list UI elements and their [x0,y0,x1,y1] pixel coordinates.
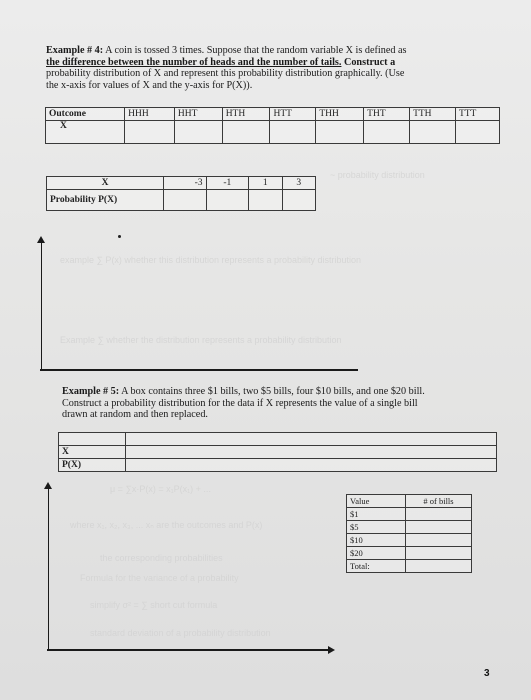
example4-line2-underlined: the difference between the number of heads and the number of tails. [46,56,342,68]
example4-line1: A coin is tossed 3 times. Suppose that the random variable X is defined as [105,45,407,56]
bleed-through-text: the corresponding probabilities [100,553,223,563]
value-cell: $20 [347,547,406,560]
count-cell[interactable] [406,508,472,521]
bleed-through-text: example ∑ P(x) whether this distribution represents a probability distribution [60,255,362,265]
probability-value-cell[interactable] [249,190,282,211]
example5-paragraph [62,386,482,421]
probability-label-cell: Probability P(X) [47,190,164,211]
blank-cell [59,433,126,446]
x-row [47,177,316,190]
outcome-row [46,108,500,121]
bills-row [347,547,472,560]
x-value-cell[interactable] [455,121,499,144]
x-value-cell: -1 [206,177,249,190]
example5-line1: A box contains three $1 bills, two $5 bills, four $10 bills, and one $20 bill. [121,386,425,397]
x-value-cell: 3 [282,177,316,190]
value-cell: $5 [347,521,406,534]
count-cell[interactable] [406,534,472,547]
x-header-cell: X [47,177,164,190]
bleed-through-text: μ = ∑x·P(x) = x₁P(x₁) + ... [110,484,211,494]
value-cell: $10 [347,534,406,547]
outcome-table [45,107,500,144]
bleed-through-text: Formula for the variance of a probability [80,573,239,583]
bills-row [347,560,472,573]
x-axis-arrow [328,646,335,654]
x-value-row [46,121,500,144]
x-value-cell: 1 [249,177,282,190]
total-count-cell[interactable] [406,560,472,573]
x-value-cell[interactable] [222,121,270,144]
bills-row [347,521,472,534]
outcome-cell: HTT [270,108,316,121]
x-value-cell: -3 [164,177,207,190]
example4-heading: Example # 4: [46,45,104,56]
px-label-cell: P(X) [59,459,126,472]
x-value-cell[interactable] [410,121,456,144]
total-cell: Total: [347,560,406,573]
probability-value-cell[interactable] [282,190,316,211]
example5-line3: drawn at random and then replaced. [62,409,208,420]
x-axis [47,649,329,651]
x-axis [40,369,358,371]
example5-heading: Example # 5: [62,386,120,397]
x-value-cell[interactable] [174,121,222,144]
x-value-cell[interactable] [316,121,364,144]
count-cell[interactable] [406,547,472,560]
bleed-through-text: Example ∑ whether the distribution represents a probability distribution [60,335,342,345]
px-value-cell[interactable] [126,459,497,472]
x-value-cell[interactable] [126,446,497,459]
outcome-cell: TTH [410,108,456,121]
bleed-through-text: where x₁, x₂, x₃, ... xₙ are the outcomes and P(x) [70,520,263,530]
probability-value-cell[interactable] [206,190,249,211]
bills-row [347,534,472,547]
bills-count-header: # of bills [406,495,472,508]
example4-line4: the x-axis for values of X and the y-axis for P(X)). [46,79,253,91]
blank-row [59,433,497,446]
bills-header-row [347,495,472,508]
blank-cell [126,433,497,446]
x-label-cell: X [59,446,126,459]
example5-line2: Construct a probability distribution for the data if X represents the value of a single bill [62,397,418,409]
outcome-cell: HTH [222,108,270,121]
bills-row [347,508,472,521]
outcome-cell: HHH [125,108,175,121]
value-header: Value [347,495,406,508]
outcome-cell: TTT [455,108,499,121]
value-cell: $1 [347,508,406,521]
x-value-cell[interactable] [125,121,175,144]
page-number: 3 [484,668,490,679]
outcome-cell: THH [316,108,364,121]
px-row [59,459,497,472]
count-cell[interactable] [406,521,472,534]
probability-table [46,176,316,211]
y-axis [41,242,43,370]
example4-line3: probability distribution of X and represent this probability distribution graphically. (Use [46,68,405,79]
x-row [59,446,497,459]
y-axis [48,488,50,650]
x-px-table [58,432,497,472]
bleed-through-text: simplify σ² = ∑ short cut formula [90,600,218,610]
example4-paragraph [46,45,486,91]
bleed-through-text: standard deviation of a probability distribution [90,628,271,638]
x-value-cell[interactable] [364,121,410,144]
example4-line2-rest: Construct a [341,56,396,68]
outcome-header-cell: Outcome [46,108,125,121]
x-label-cell: X [46,121,125,144]
probability-row [47,190,316,211]
bills-table [346,494,472,573]
x-value-cell[interactable] [270,121,316,144]
probability-value-cell[interactable] [164,190,207,211]
marker-dot [118,235,121,238]
bleed-through-text: ~ probability distribution [330,170,425,180]
outcome-cell: HHT [174,108,222,121]
outcome-cell: THT [364,108,410,121]
